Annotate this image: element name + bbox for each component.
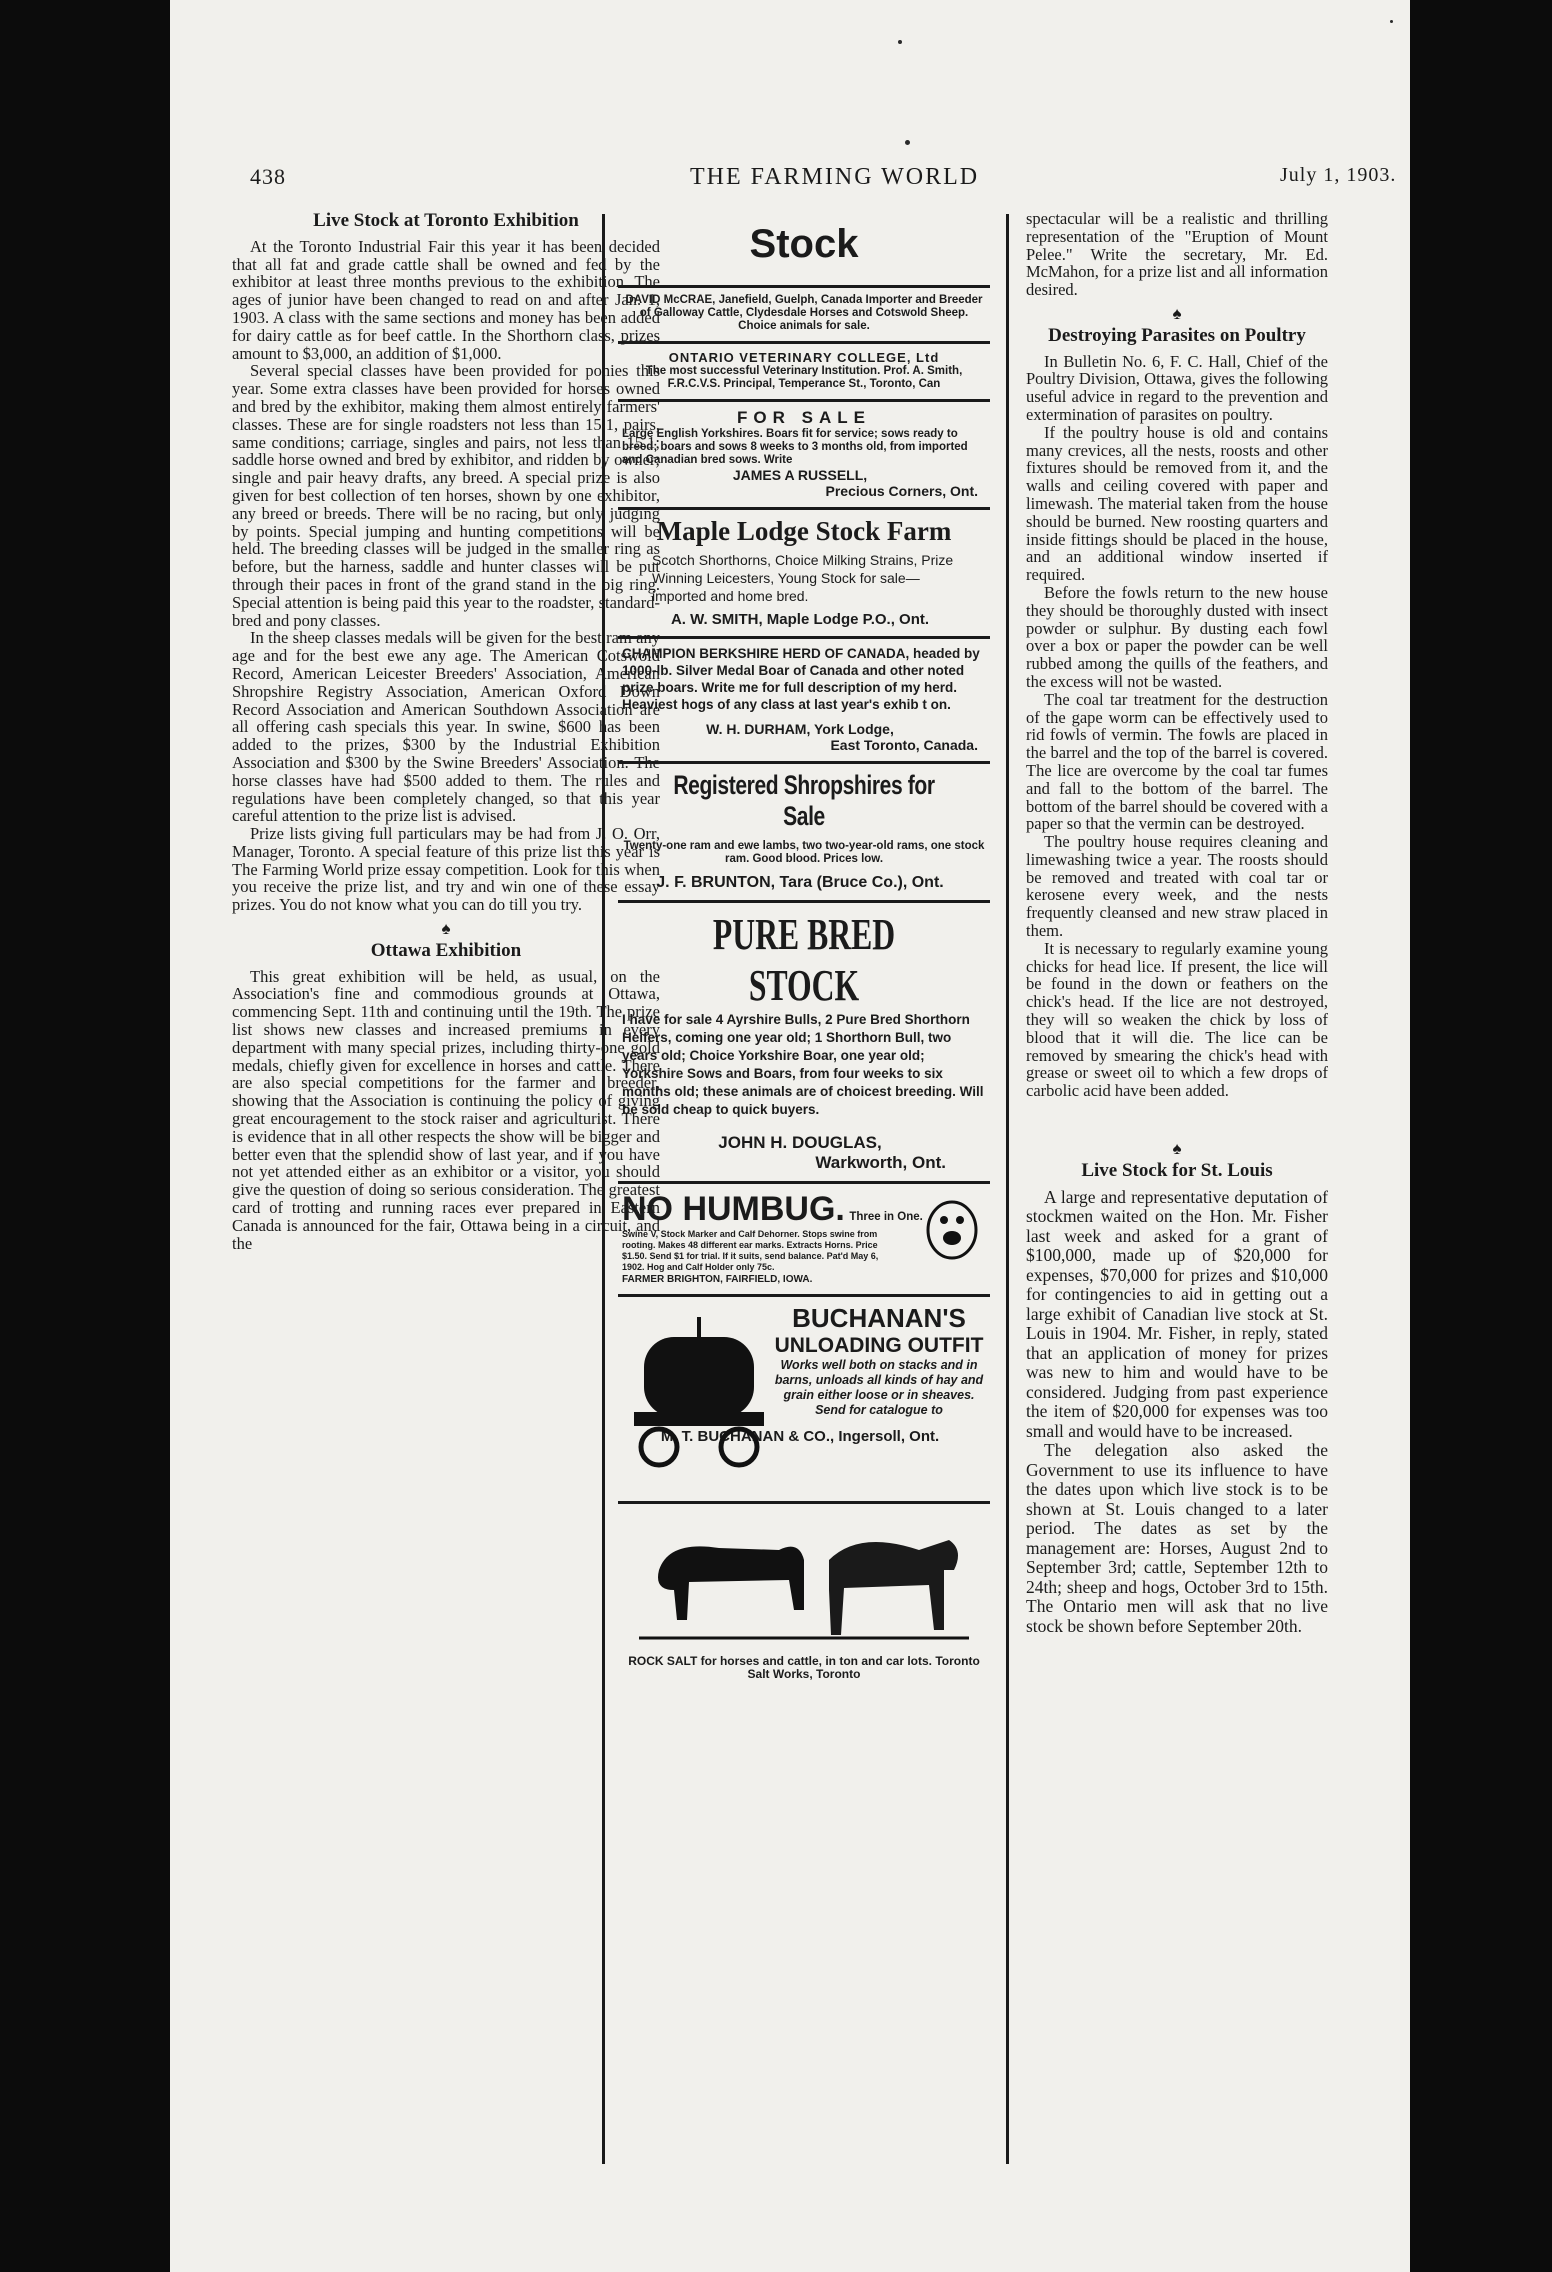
ad-signature: JOHN H. DOUGLAS, bbox=[718, 1133, 882, 1152]
ad-berkshire-herd bbox=[618, 639, 990, 764]
ad-heading: Maple Lodge Stock Farm bbox=[656, 516, 952, 546]
ad-heading: FOR SALE bbox=[737, 408, 871, 427]
page-number: 438 bbox=[250, 164, 286, 189]
ad-text: Large English Yorkshires. Boars fit for service; sows ready to breed; boars and sows 8 weeks to 3 months old, from imported and Canadian bred sows. Write bbox=[622, 428, 968, 466]
article-paragraph: In Bulletin No. 6, F. C. Hall, Chief of the Poultry Division, Ottawa, gives the following useful advice in regard to the prevention and extermination of parasites on poultry. bbox=[1026, 351, 1328, 424]
article-paragraph: Several special classes have been provided for ponies this year. Some extra classes have been provided for horses owned and bred by the exhibitor, making them almost entirely farmers' classes. These are for single roadsters not less than 15.1, pairs, same conditions; carriage, singles and pairs, not less than 15.1; saddle horse owned and bred by exhibitor, and ridden by owner; single and pair heavy drafts, any breed. A special prize is also given for best collection of ten horses, shown by one exhibitor, any breed or breeds. There will be no racing, but only judging by points. Special jumping and hunting competitions will be held. The breeding classes will be judged in the smaller ring as before, but the harness, saddle and hunter classes will be put through their paces in front of the grand stand in the big ring. Special attention is being paid this year to the roadster, standard-bred and pony classes. bbox=[232, 361, 660, 630]
ad-signature: W. H. DURHAM, York Lodge, bbox=[706, 721, 894, 737]
ad-heading: Registered Shropshires for Sale bbox=[673, 770, 935, 831]
article-title-ottawa: Ottawa Exhibition bbox=[370, 939, 522, 961]
ad-signature: JAMES A RUSSELL, bbox=[732, 467, 868, 483]
ad-heading: NO HUMBUG. bbox=[622, 1190, 845, 1228]
ornament-icon: ♠ bbox=[441, 919, 451, 939]
article-title-parasites: Destroying Parasites on Poultry bbox=[1048, 324, 1306, 346]
article-paragraph: At the Toronto Industrial Fair this year it has been decided that all fat and grade cattle shall be owned and fed by the exhibitor at least three months previous to the exhibition. The ages of junior have been changed to read on and after Jan. 1, 1903. A class with the same sections and money has been added for dairy cattle as for beef cattle. In the Shorthorn class, prizes amount to $3,000, an addition of $1,000. bbox=[232, 236, 660, 363]
article-paragraph: In the sheep classes medals will be given for the best ram any age and for the best ewe any age. The American Cotswold Record, American Leicester Breeders' Association, American Shropshire Registry Association, American Oxford Down Record Association and American Southdown Association are all offering cash specials this year. In swine, $600 has been added to the prizes, $300 by the Industrial Exhibition Association and $300 by the Swine Breeders' Association. The horse classes have had $500 added to them. The rules and regulations have been completely changed, so that this year careful attention to the prize list is advised. bbox=[232, 628, 660, 826]
ad-mccrae bbox=[618, 288, 990, 344]
ad-stock-header bbox=[618, 210, 990, 288]
ad-signature: Precious Corners, Ont. bbox=[825, 483, 978, 499]
column-rule-right bbox=[1006, 214, 1009, 2164]
ink-speck bbox=[1390, 20, 1393, 23]
ad-pure-bred-stock bbox=[618, 903, 990, 1184]
horse-and-cow-icon bbox=[629, 1510, 979, 1650]
left-column bbox=[232, 210, 660, 1252]
hay-wagon-icon bbox=[624, 1307, 774, 1487]
ad-heading: BUCHANAN'S bbox=[792, 1303, 966, 1333]
ad-shropshires bbox=[618, 764, 990, 903]
stock-heading: Stock bbox=[749, 222, 859, 266]
ad-no-humbug bbox=[618, 1184, 990, 1297]
ad-heading: PURE BRED STOCK bbox=[712, 910, 896, 1010]
right-column bbox=[1026, 210, 1328, 1636]
publication-title: THE FARMING WORLD bbox=[690, 164, 980, 190]
ad-text: The most successful Veterinary Institution. Prof. A. Smith, F.R.C.V.S. Principal, Temperance St., Toronto, Can bbox=[645, 365, 963, 390]
article-paragraph: This great exhibition will be held, as usual, on the Association's fine and commodious grounds at Ottawa, commencing Sept. 11th and continuing until the 19th. The prize list shows new classes and increased premiums in every department with many special prizes, including thirty-one gold medals, chiefly given for excellence in horses and cattle. There are also special competitions for the farmer and breeder, showing that the Association is continuing the policy of giving great encouragement to the stock raiser and agriculturist. There is evidence that in all other respects the show will be bigger and better even that the splendid show of last year, and if you have not yet attended either as an exhibitor or a visitor, you should give the question of doing so serious consideration. The greatest card of trotting and running races ever prepared in Eastern Canada is announced for the fair, Ottawa being in a circuit, and the bbox=[232, 966, 660, 1253]
ad-heading: ONTARIO VETERINARY COLLEGE, Ltd bbox=[668, 350, 940, 365]
article-paragraph: The poultry house requires cleaning and limewashing twice a year. The roosts should be removed and treated with coal tar or kerosene every week, and the nests frequently cleansed and new straw placed in them. bbox=[1026, 832, 1328, 941]
ad-text: Scotch Shorthorns, Choice Milking Strains, Prize Winning Leicesters, Young Stock for sale—imported and home bred. bbox=[652, 552, 954, 604]
pig-icon bbox=[922, 1192, 982, 1262]
ad-buchanan bbox=[618, 1297, 990, 1504]
ad-text: Swine V, Stock Marker and Calf Dehorner. Stops swine from rooting. Makes 48 different ear marks. Extracts Horns. Price $1.50. Send $1 for trial. If it suits, send balance. Pat'd May 6, 1902. Hog and Calf Holder only 75c. bbox=[622, 1229, 879, 1272]
article-paragraph: The coal tar treatment for the destruction of the gape worm can be effectively used to rid fowls of vermin. The fowls are placed in the barrel and the top of the barrel is covered. The lice are overcome by the coal tar fumes and fall to the bottom of the barrel. The bottom of the barrel should be covered with a paper so that the vermin can be destroyed. bbox=[1026, 689, 1328, 834]
article-paragraph: Before the fowls return to the new house they should be thoroughly dusted with insect powder or sulphur. By dusting each fowl over a box or paper the powder can be well rubbed among the quills of the feathers, and the excess will not be wasted. bbox=[1026, 582, 1328, 691]
ad-text: Twenty-one ram and ewe lambs, two two-year-old rams, one stock ram. Good blood. Prices low. bbox=[623, 840, 985, 865]
ad-maple-lodge bbox=[618, 510, 990, 639]
article-paragraph: It is necessary to regularly examine young chicks for head lice. If present, the lice will be found in the down or feathers on the chick's head. If the lice are not destroyed, they will so weaken the chick by loss of blood that it will die. The lice can be removed by smearing the chick's head with grease or sweet oil to which a few drops of carbolic acid have been added. bbox=[1026, 938, 1328, 1101]
ornament-icon: ♠ bbox=[1172, 1139, 1182, 1159]
article-paragraph: A large and representative deputation of stockmen waited on the Hon. Mr. Fisher last week and asked for a grant of $100,000, made up of $20,000 for expenses, $70,000 for prizes and $10,000 for contingencies to aid in getting out a large exhibit of Canadian live stock at St. Louis in 1904. Mr. Fisher, in reply, stated that an application of money for prizes was new to him and would have to be considered. Judging from past experience the item of $20,000 for expenses was too small and would have to be increased. bbox=[1026, 1186, 1328, 1441]
ad-signature: J. F. BRUNTON, Tara (Bruce Co.), Ont. bbox=[656, 874, 944, 891]
ad-text: I have for sale 4 Ayrshire Bulls, 2 Pure Bred Shorthorn Heifers, coming one year old; 1 Shorthorn Bull, two years old; Choice Yorkshire Boar, one year old; Yorkshire Sows and Boars, from four weeks to six months old; these animals are of choicest breeding. Will be sold cheap to quick buyers. bbox=[622, 1012, 984, 1117]
ad-rock-salt bbox=[618, 1504, 990, 1689]
ad-signature: M. T. BUCHANAN & CO., Ingersoll, Ont. bbox=[660, 1428, 940, 1445]
ad-veterinary-college bbox=[618, 344, 990, 402]
ad-text: CHAMPION BERKSHIRE HERD OF CANADA, headed by 1000-lb. Silver Medal Boar of Canada and other noted prize boars. Write me for full description of my herd. Heaviest hogs of any class at last year's exhib t on. bbox=[622, 646, 980, 712]
ad-signature: Warkworth, Ont. bbox=[815, 1153, 946, 1172]
ink-speck bbox=[905, 140, 910, 145]
ad-text: Works well both on stacks and in barns, unloads all kinds of hay and grain either loose or in sheaves. Send for catalogue to bbox=[774, 1358, 984, 1417]
article-continuation: spectacular will be a realistic and thrilling representation of the "Eruption of Mount Pelee." Write the secretary, Mr. Ed. McMahon, for a prize list and all information desired. bbox=[1026, 209, 1328, 300]
ad-signature: A. W. SMITH, Maple Lodge P.O., Ont. bbox=[670, 611, 930, 628]
advertisement-column bbox=[618, 210, 990, 1689]
article-title-st-louis: Live Stock for St. Louis bbox=[1081, 1159, 1273, 1181]
article-paragraph: The delegation also asked the Government to use its influence to have the dates upon which live stock is to be shown at St. Louis changed to a later period. The dates as set by the management are: Horses, August 2nd to September 3rd; cattle, September 12th to 24th; sheep and hogs, October 3rd to 15th. The Ontario men will ask that no live stock be shown before September 20th. bbox=[1026, 1440, 1328, 1636]
newspaper-page bbox=[170, 0, 1410, 2272]
ad-subheading: UNLOADING OUTFIT bbox=[774, 1334, 984, 1357]
ad-text: DAVID McCRAE, Janefield, Guelph, Canada Importer and Breeder of Galloway Cattle, Clydesdale Horses and Cotswold Sheep. Choice animals for sale. bbox=[625, 294, 983, 332]
ad-tagline: Three in One. bbox=[849, 1211, 923, 1223]
article-paragraph: Prize lists giving full particulars may be had from J. O. Orr, Manager, Toronto. A special feature of this prize list this year is The Farming World prize essay competition. Look for this when you receive the prize list, and try and win one of these essay prizes. You do not know what you can do till you try. bbox=[232, 824, 660, 915]
ad-signature: FARMER BRIGHTON, FAIRFIELD, IOWA. bbox=[622, 1274, 813, 1285]
ornament-icon: ♠ bbox=[1172, 303, 1182, 323]
ad-text: ROCK SALT for horses and cattle, in ton and car lots. Toronto Salt Works, Toronto bbox=[628, 1654, 980, 1681]
ad-for-sale-yorkshires bbox=[618, 402, 990, 510]
ink-speck bbox=[898, 40, 902, 44]
article-title-toronto: Live Stock at Toronto Exhibition bbox=[313, 210, 579, 231]
issue-date: July 1, 1903. bbox=[1280, 164, 1397, 186]
article-paragraph: If the poultry house is old and contains many crevices, all the nests, roosts and other fixtures should be removed from it, and the walls and ceiling covered with paper and limewash. The material taken from the house should be burned. New roosting quarters and inside fittings should be placed in the house, and an additional window inserted if required. bbox=[1026, 422, 1328, 585]
ad-signature: East Toronto, Canada. bbox=[830, 737, 978, 753]
